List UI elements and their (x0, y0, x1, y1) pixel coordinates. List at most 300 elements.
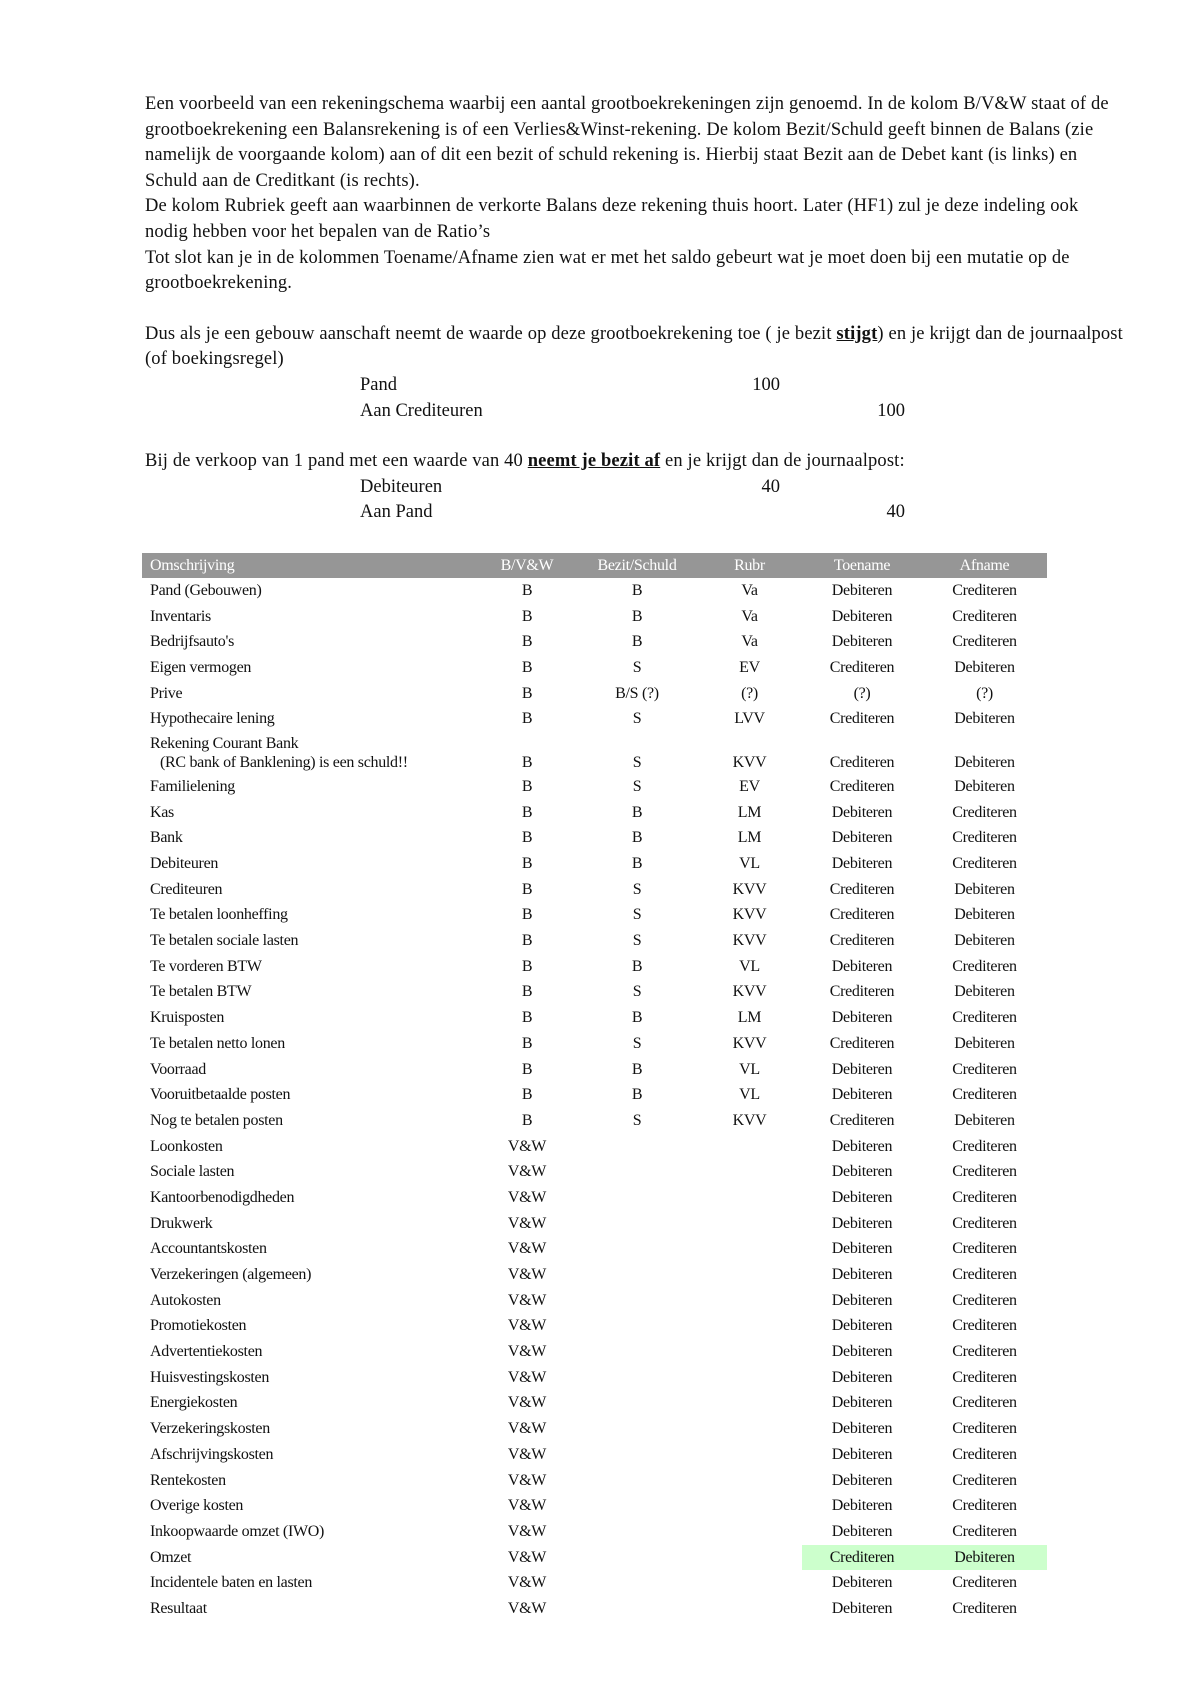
table-row (142, 1237, 1047, 1263)
cell-omschrijving: Rentekosten (150, 1471, 226, 1489)
cell-toename: Debiteren (831, 829, 893, 847)
cell-omschrijving: Voorraad (150, 1060, 206, 1078)
cell-rubriek: VL (739, 855, 760, 873)
cell-afname: Crediteren (952, 855, 1017, 873)
cell-afname: Debiteren (954, 932, 1015, 950)
cell-toename: Debiteren (831, 957, 893, 975)
example-purchase (145, 322, 1125, 373)
cell-toename: Debiteren (831, 1471, 893, 1489)
cell-rubriek (697, 1570, 802, 1596)
cell-rubriek: Va (741, 607, 758, 625)
cell-afname: Crediteren (952, 803, 1017, 821)
journal-credit: 100 (877, 400, 905, 421)
cell-afname: Crediteren (952, 957, 1017, 975)
cell-bezit-schuld: B (631, 1009, 643, 1027)
cell-afname: Debiteren (954, 906, 1015, 924)
cell-afname: Crediteren (952, 1445, 1017, 1463)
cell-toename: Debiteren (831, 1060, 893, 1078)
cell-bvw: B (521, 607, 533, 625)
cell-omschrijving: Verzekeringen (algemeen) (150, 1266, 312, 1284)
cell-bvw: V&W (507, 1471, 547, 1489)
cell-afname: Debiteren (954, 710, 1015, 728)
cell-rubriek (697, 1493, 802, 1519)
cell-bvw: V&W (507, 1291, 547, 1309)
cell-toename: Debiteren (831, 1394, 893, 1412)
cell-omschrijving: Sociale lasten (150, 1163, 235, 1181)
cell-omschrijving: Vooruitbetaalde posten (150, 1086, 291, 1104)
cell-bvw: B (521, 710, 533, 728)
cell-omschrijving: Te betalen BTW (150, 983, 252, 1001)
cell-toename: Crediteren (829, 1034, 895, 1052)
table-row (142, 1596, 1047, 1622)
cell-omschrijving: Te betalen netto lonen (150, 1034, 285, 1052)
cell-afname: Debiteren (954, 1111, 1015, 1129)
table-row (142, 681, 1047, 707)
cell-afname: Crediteren (952, 1343, 1017, 1361)
cell-afname: Crediteren (952, 1420, 1017, 1438)
cell-afname: Debiteren (922, 1545, 1047, 1571)
header-afname: Afname (922, 553, 1047, 578)
cell-omschrijving: Prive (150, 684, 183, 702)
journal-account: Debiteuren (360, 476, 443, 497)
cell-bvw: V&W (507, 1343, 547, 1361)
table-row (142, 732, 1047, 774)
journal-account: Aan Pand (360, 502, 433, 523)
table-row (142, 851, 1047, 877)
cell-omschrijving: Eigen vermogen (150, 658, 252, 676)
account-note: (RC bank of Banklening) is een schuld!! (160, 754, 408, 772)
cell-bvw: V&W (507, 1188, 547, 1206)
table-row (142, 706, 1047, 732)
cell-bvw: V&W (507, 1522, 547, 1540)
table-row (142, 954, 1047, 980)
cell-afname: Debiteren (954, 777, 1015, 795)
cell-rubriek: LM (737, 803, 762, 821)
cell-toename: Debiteren (831, 1599, 893, 1617)
cell-afname: Crediteren (952, 1497, 1017, 1515)
header-toename: Toename (802, 553, 922, 578)
table-row (142, 1005, 1047, 1031)
cell-rubriek (697, 1416, 802, 1442)
example-purchase-text: Dus als je een gebouw aanschaft neemt de waarde op deze grootboekrekening toe ( je bezit stijgt) en je krijgt dan de journaalpost (of boekingsregel) (145, 323, 1123, 370)
cell-rubriek: (?) (741, 684, 758, 702)
cell-rubriek: KVV (732, 932, 767, 950)
cell-toename: Debiteren (831, 1420, 893, 1438)
cell-rubriek: KVV (732, 983, 767, 1001)
table-row (142, 1185, 1047, 1211)
cell-omschrijving: Overige kosten (150, 1497, 244, 1515)
cell-rubriek (697, 1391, 802, 1417)
table-row (142, 1262, 1047, 1288)
cell-omschrijving: Advertentiekosten (150, 1343, 263, 1361)
cell-bvw: B (521, 633, 533, 651)
table-row (142, 604, 1047, 630)
cell-omschrijving: Resultaat (150, 1599, 207, 1617)
table-row (142, 1288, 1047, 1314)
cell-bvw: B (521, 581, 533, 599)
cell-toename: Debiteren (831, 803, 893, 821)
cell-omschrijving: Afschrijvingskosten (150, 1445, 274, 1463)
cell-omschrijving: Te betalen sociale lasten (150, 932, 299, 950)
cell-omschrijving: Energiekosten (150, 1394, 238, 1412)
cell-toename: Debiteren (831, 1188, 893, 1206)
cell-rubriek: LVV (734, 710, 765, 728)
cell-omschrijving: Bank (150, 829, 183, 847)
cell-bvw: B (521, 880, 533, 898)
journal-account: Aan Crediteuren (360, 400, 483, 421)
table-row (142, 1314, 1047, 1340)
cell-omschrijving: Te vorderen BTW (150, 957, 262, 975)
cell-bvw: B (521, 754, 533, 772)
cell-bezit-schuld: B (631, 581, 643, 599)
cell-omschrijving: Inventaris (150, 607, 211, 625)
journal-entry-line (145, 399, 1125, 425)
cell-afname: Crediteren (952, 1368, 1017, 1386)
intro-paragraph: Tot slot kan je in de kolommen Toename/Afname zien wat er met het saldo gebeurt wat je moet doen bij een mutatie op de grootboekrekening. (145, 247, 1070, 294)
cell-omschrijving: Accountantskosten (150, 1240, 267, 1258)
cell-bezit-schuld (577, 1314, 697, 1340)
cell-afname: Debiteren (954, 754, 1015, 772)
cell-afname: Crediteren (952, 1060, 1017, 1078)
emphasis-stijgt: stijgt (836, 323, 878, 344)
cell-rubriek (697, 1134, 802, 1160)
cell-afname: Crediteren (952, 607, 1017, 625)
cell-rubriek (697, 1159, 802, 1185)
cell-bezit-schuld (577, 1237, 697, 1263)
table-row (142, 800, 1047, 826)
cell-rubriek (697, 1211, 802, 1237)
example-sale (145, 449, 1125, 475)
cell-rubriek: KVV (732, 880, 767, 898)
cell-toename: Crediteren (829, 658, 895, 676)
table-header-row (142, 553, 1047, 578)
journal-debit: 40 (761, 476, 780, 497)
journal-entry-line (145, 373, 1125, 399)
cell-toename: Crediteren (829, 754, 895, 772)
cell-omschrijving: Promotiekosten (150, 1317, 247, 1335)
cell-toename: Debiteren (831, 1445, 893, 1463)
cell-afname: Crediteren (952, 1163, 1017, 1181)
table-row (142, 1108, 1047, 1134)
cell-bvw: V&W (507, 1548, 547, 1566)
account-schema-table (142, 553, 1047, 1622)
cell-toename: Debiteren (831, 1497, 893, 1515)
cell-bvw: B (521, 983, 533, 1001)
cell-bvw: V&W (507, 1317, 547, 1335)
header-bvw: B/V&W (477, 553, 577, 578)
cell-toename: Debiteren (831, 1266, 893, 1284)
table-row (142, 1391, 1047, 1417)
cell-rubriek (697, 1339, 802, 1365)
cell-afname: Crediteren (952, 1291, 1017, 1309)
cell-bezit-schuld: S (632, 932, 642, 950)
cell-rubriek: LM (737, 1009, 762, 1027)
cell-bvw: B (521, 829, 533, 847)
cell-omschrijving: Te betalen loonheffing (150, 906, 288, 924)
cell-omschrijving: Huisvestingskosten (150, 1368, 270, 1386)
table-row (142, 980, 1047, 1006)
cell-bvw: B (521, 803, 533, 821)
cell-omschrijving: Kantoorbenodigdheden (150, 1188, 295, 1206)
cell-omschrijving: Debiteuren (150, 855, 219, 873)
cell-rubriek: Va (741, 633, 758, 651)
cell-bvw: B (521, 684, 533, 702)
cell-bezit-schuld: B (631, 1060, 643, 1078)
cell-toename: Debiteren (831, 1137, 893, 1155)
table-row (142, 1570, 1047, 1596)
cell-rubriek (697, 1545, 802, 1571)
cell-afname: Debiteren (954, 880, 1015, 898)
cell-bezit-schuld: S (632, 754, 642, 772)
table-row (142, 1134, 1047, 1160)
cell-omschrijving: Autokosten (150, 1291, 221, 1309)
table-row (142, 1159, 1047, 1185)
cell-rubriek (697, 1365, 802, 1391)
cell-bezit-schuld: S (632, 658, 642, 676)
cell-rubriek (697, 1442, 802, 1468)
cell-bvw: B (521, 855, 533, 873)
cell-bvw: B (521, 932, 533, 950)
cell-omschrijving: Kas (150, 803, 174, 821)
cell-bezit-schuld (577, 1416, 697, 1442)
intro-paragraph: Een voorbeeld van een rekeningschema waarbij een aantal grootboekrekeningen zijn genoemd. In de kolom B/V&W staat of de grootboekrekening een Balansrekening is of een Verlies&Winst-rekening. De kolom Bezit/Schuld geeft binnen de Balans (zie namelijk de voorgaande kolom) aan of dit een bezit of schuld rekening is. Hierbij staat Bezit aan de Debet kant (is links) en Schuld aan de Creditkant (is rechts). (145, 94, 1109, 191)
cell-bezit-schuld (577, 1159, 697, 1185)
cell-rubriek: VL (739, 1060, 760, 1078)
cell-bvw: B (521, 957, 533, 975)
cell-bezit-schuld (577, 1185, 697, 1211)
cell-omschrijving (142, 732, 477, 774)
cell-bvw: V&W (507, 1163, 547, 1181)
cell-afname: Crediteren (952, 1188, 1017, 1206)
cell-bezit-schuld: S (632, 710, 642, 728)
cell-rubriek (697, 1519, 802, 1545)
intro-paragraph: De kolom Rubriek geeft aan waarbinnen de verkorte Balans deze rekening thuis hoort. Later (HF1) zul je deze indeling ook nodig hebben voor het bepalen van de Ratio’s (145, 196, 1079, 242)
journal-entry-line (145, 475, 1125, 501)
cell-bvw: V&W (507, 1137, 547, 1155)
cell-toename: Crediteren (829, 1111, 895, 1129)
cell-rubriek (697, 1185, 802, 1211)
journal-credit: 40 (886, 502, 905, 523)
cell-bezit-schuld: S (632, 880, 642, 898)
cell-bvw: V&W (507, 1599, 547, 1617)
table-row (142, 1442, 1047, 1468)
cell-bezit-schuld: B (631, 633, 643, 651)
cell-bezit-schuld: B/S (?) (615, 684, 659, 702)
cell-rubriek (697, 1288, 802, 1314)
header-bezit-schuld: Bezit/Schuld (577, 553, 697, 578)
cell-afname: Crediteren (952, 633, 1017, 651)
table-row (142, 629, 1047, 655)
cell-rubriek: VL (739, 1086, 760, 1104)
cell-bvw: B (521, 1060, 533, 1078)
cell-bvw: B (521, 1086, 533, 1104)
cell-toename: Debiteren (831, 1343, 893, 1361)
cell-bezit-schuld: B (631, 1086, 643, 1104)
cell-toename: Debiteren (831, 1240, 893, 1258)
cell-bvw: V&W (507, 1445, 547, 1463)
cell-omschrijving: Hypothecaire lening (150, 710, 275, 728)
cell-rubriek (697, 1596, 802, 1622)
cell-bvw: V&W (507, 1497, 547, 1515)
cell-rubriek (697, 1237, 802, 1263)
table-row (142, 877, 1047, 903)
cell-afname: Crediteren (952, 1266, 1017, 1284)
cell-bezit-schuld: S (632, 1034, 642, 1052)
cell-bvw: V&W (507, 1420, 547, 1438)
cell-omschrijving: Crediteuren (150, 880, 223, 898)
cell-bvw: B (521, 1111, 533, 1129)
cell-omschrijving: Verzekeringskosten (150, 1420, 270, 1438)
journal-debit: 100 (752, 374, 780, 395)
table-row (142, 1082, 1047, 1108)
cell-bezit-schuld (577, 1288, 697, 1314)
cell-rubriek: VL (739, 957, 760, 975)
cell-afname: Debiteren (954, 658, 1015, 676)
cell-rubriek: EV (739, 658, 760, 676)
cell-toename: Crediteren (829, 880, 895, 898)
cell-bezit-schuld: B (631, 957, 643, 975)
cell-omschrijving: Pand (Gebouwen) (150, 581, 262, 599)
cell-bezit-schuld: S (632, 983, 642, 1001)
table-row (142, 1519, 1047, 1545)
cell-bvw: V&W (507, 1266, 547, 1284)
cell-toename: Crediteren (829, 983, 895, 1001)
header-omschrijving: Omschrijving (142, 553, 477, 578)
cell-toename: Debiteren (831, 855, 893, 873)
cell-bvw: V&W (507, 1368, 547, 1386)
cell-bezit-schuld: B (631, 803, 643, 821)
cell-rubriek: LM (737, 829, 762, 847)
cell-bezit-schuld (577, 1262, 697, 1288)
cell-toename: Debiteren (831, 1317, 893, 1335)
table-row (142, 1468, 1047, 1494)
table-row (142, 578, 1047, 604)
cell-rubriek: KVV (732, 754, 767, 772)
cell-bvw: V&W (507, 1394, 547, 1412)
cell-rubriek: KVV (732, 1034, 767, 1052)
cell-bezit-schuld: B (631, 829, 643, 847)
cell-toename: Crediteren (829, 932, 895, 950)
table-row (142, 1031, 1047, 1057)
cell-afname: Crediteren (952, 1599, 1017, 1617)
cell-bezit-schuld (577, 1391, 697, 1417)
cell-afname: Crediteren (952, 1240, 1017, 1258)
cell-afname: (?) (976, 684, 993, 702)
table-row (142, 1416, 1047, 1442)
cell-bezit-schuld (577, 1339, 697, 1365)
cell-afname: Crediteren (952, 1137, 1017, 1155)
cell-toename: Debiteren (831, 1009, 893, 1027)
cell-omschrijving: Omzet (150, 1548, 192, 1566)
intro-text (145, 92, 1125, 297)
journal-entry-line (145, 500, 1125, 526)
cell-rubriek (697, 1314, 802, 1340)
cell-rubriek: Va (741, 581, 758, 599)
cell-bezit-schuld (577, 1134, 697, 1160)
cell-bezit-schuld (577, 1493, 697, 1519)
cell-omschrijving: Drukwerk (150, 1214, 213, 1232)
cell-bezit-schuld: S (632, 777, 642, 795)
cell-afname: Debiteren (954, 983, 1015, 1001)
example-sale-text: Bij de verkoop van 1 pand met een waarde van 40 neemt je bezit af en je krijgt dan de journaalpost: (145, 451, 905, 472)
cell-bezit-schuld: S (632, 906, 642, 924)
table-body (142, 578, 1047, 1622)
cell-omschrijving: Bedrijfsauto's (150, 633, 235, 651)
cell-afname: Crediteren (952, 1522, 1017, 1540)
table-row (142, 1545, 1047, 1571)
cell-bvw: B (521, 1034, 533, 1052)
cell-omschrijving: Kruisposten (150, 1009, 225, 1027)
emphasis-neemt-af: neemt je bezit af (527, 451, 661, 472)
cell-afname: Crediteren (952, 1214, 1017, 1232)
table-row (142, 655, 1047, 681)
cell-toename: Debiteren (831, 1163, 893, 1181)
cell-afname: Crediteren (952, 1574, 1017, 1592)
cell-toename: Debiteren (831, 1086, 893, 1104)
cell-bvw: B (521, 658, 533, 676)
cell-toename: Debiteren (831, 1368, 893, 1386)
cell-afname: Crediteren (952, 1471, 1017, 1489)
header-rubriek: Rubr (697, 553, 802, 578)
cell-toename: Crediteren (829, 906, 895, 924)
cell-bezit-schuld (577, 1519, 697, 1545)
cell-toename: Debiteren (831, 633, 893, 651)
cell-afname: Crediteren (952, 1317, 1017, 1335)
table-row (142, 774, 1047, 800)
cell-omschrijving: Incidentele baten en lasten (150, 1574, 313, 1592)
cell-bezit-schuld (577, 1570, 697, 1596)
document-body (145, 92, 1125, 526)
cell-bezit-schuld (577, 1468, 697, 1494)
cell-afname: Crediteren (952, 1086, 1017, 1104)
cell-afname: Crediteren (952, 1009, 1017, 1027)
cell-bvw: B (521, 906, 533, 924)
cell-toename: Crediteren (829, 777, 895, 795)
cell-bvw: B (521, 1009, 533, 1027)
cell-rubriek: KVV (732, 906, 767, 924)
cell-omschrijving: Familielening (150, 777, 235, 795)
cell-bezit-schuld (577, 1211, 697, 1237)
cell-rubriek (697, 1262, 802, 1288)
cell-toename: Debiteren (831, 1574, 893, 1592)
cell-toename: Crediteren (802, 1545, 922, 1571)
cell-afname: Debiteren (954, 1034, 1015, 1052)
table-row (142, 826, 1047, 852)
cell-bezit-schuld (577, 1442, 697, 1468)
cell-bezit-schuld: B (631, 607, 643, 625)
cell-bezit-schuld: B (631, 855, 643, 873)
cell-bvw: V&W (507, 1240, 547, 1258)
cell-bezit-schuld (577, 1545, 697, 1571)
cell-toename: Debiteren (831, 1214, 893, 1232)
cell-rubriek: KVV (732, 1111, 767, 1129)
table-row (142, 1365, 1047, 1391)
table-row (142, 1493, 1047, 1519)
cell-afname: Crediteren (952, 581, 1017, 599)
table-row (142, 1057, 1047, 1083)
cell-bvw: B (521, 777, 533, 795)
cell-omschrijving: Inkoopwaarde omzet (IWO) (150, 1522, 325, 1540)
cell-toename: Debiteren (831, 581, 893, 599)
table-row (142, 903, 1047, 929)
cell-omschrijving: Nog te betalen posten (150, 1111, 283, 1129)
cell-omschrijving: Loonkosten (150, 1137, 223, 1155)
cell-bezit-schuld: S (632, 1111, 642, 1129)
cell-afname: Crediteren (952, 829, 1017, 847)
cell-bezit-schuld (577, 1365, 697, 1391)
cell-bvw: V&W (507, 1214, 547, 1232)
cell-toename: Crediteren (829, 710, 895, 728)
